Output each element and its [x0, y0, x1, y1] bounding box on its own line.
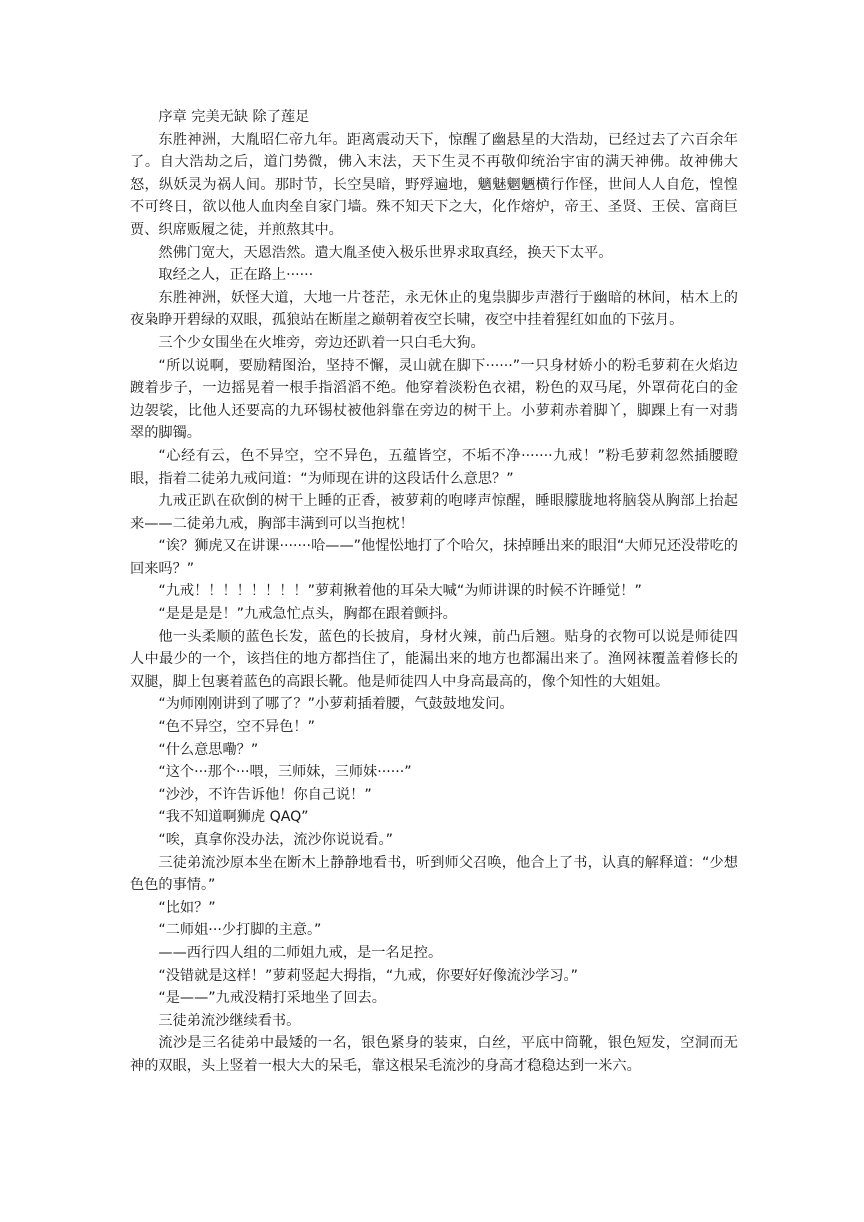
paragraph: “心经有云，色不异空，空不异色，五蕴皆空，不垢不净·······九戒！”粉毛萝莉忽然插腰瞪眼，指着二徒弟九戒问道：“为师现在讲的这段话什么意思？” [130, 447, 738, 487]
paragraph: “所以说啊，要励精图治，坚持不懈，灵山就在脚下······”一只身材娇小的粉毛萝莉在火焰边踱着步子，一边摇晃着一根手指滔滔不绝。他穿着淡粉色衣裙，粉色的双马尾，外罩荷花白的金边袈裟，比他人还要高的九环锡杖被他斜靠在旁边的树干上。小萝莉赤着脚丫，脚踝上有一对翡翠的脚镯。 [130, 357, 738, 442]
paragraph: “没错就是这样！”萝莉竖起大拇指，“九戒，你要好好像流沙学习。” [158, 967, 578, 984]
paragraph: “比如？” [158, 899, 216, 916]
paragraph: 九戒正趴在砍倒的树干上睡的正香，被萝莉的咆哮声惊醒，睡眼朦胧地将脑袋从胸部上抬起来——二徒弟九戒，胸部丰满到可以当抱枕！ [130, 493, 738, 532]
paragraph: ——西行四人组的二师姐九戒，是一名足控。 [158, 944, 443, 961]
paragraph: “色不异空，空不异色！” [158, 719, 315, 736]
paragraph: 流沙是三名徒弟中最矮的一名，银色紧身的装束，白丝，平底中筒靴，银色短发，空洞而无神的双眼，头上竖着一根大大的呆毛，靠这根呆毛流沙的身高才稳稳达到一米六。 [130, 1035, 738, 1074]
paragraph: “九戒！！！！！！！！”萝莉揪着他的耳朵大喊“为师讲课的时候不许睡觉！” [158, 583, 642, 600]
paragraph: “什么意思嘞？” [158, 741, 259, 758]
document-body [130, 106, 738, 1078]
paragraph: “我不知道啊狮虎 QAQ” [158, 809, 309, 826]
paragraph: “是——”九戒没精打采地坐了回去。 [158, 990, 386, 1007]
paragraph: 然佛门宽大，天恩浩然。遣大胤圣使入极乐世界求取真经，换天下太平。 [158, 244, 613, 261]
paragraph: “唉，真拿你没办法，流沙你说说看。” [158, 832, 393, 848]
paragraph: 三徒弟流沙继续看书。 [158, 1012, 301, 1029]
chapter-title: 序章 完美无缺 除了莲足 [158, 109, 310, 125]
paragraph: 东胜神洲，大胤昭仁帝九年。距离震动天下，惊醒了幽悬星的大浩劫，已经过去了六百余年了。自大浩劫之后，道门势微，佛入末法，天下生灵不再敬仰统治宇宙的满天神佛。故神佛大怒，纵妖灵为祸人间。那时节，长空昊暗，野殍遍地，魑魅魍魉横行作怪，世间人人自危，惶惶不可终日，欲以他人血肉垒自家门墙。殊不知天下之大，化作熔炉，帝王、圣贤、王侯、富商巨贾、织席贩履之徒，并煎熬其中。 [130, 131, 738, 238]
paragraph: “为师刚刚讲到了哪了？”小萝莉插着腰，气鼓鼓地发问。 [158, 696, 514, 713]
paragraph: 东胜神洲，妖怪大道，大地一片苍茫，永无休止的鬼祟脚步声潜行于幽暗的林间，枯木上的夜枭睁开碧绿的双眼，孤狼站在断崖之巅朝着夜空长啸，夜空中挂着猩红如血的下弦月。 [130, 289, 738, 329]
paragraph: “诶？狮虎又在讲课·······哈——”他惺忪地打了个哈欠，抹掉睡出来的眼泪“大师兄还没带吃的回来吗？” [130, 538, 738, 577]
paragraph: “二师姐···少打脚的主意。” [158, 922, 322, 939]
paragraph: 取经之人，正在路上······ [158, 267, 314, 284]
paragraph: “是是是是！”九戒急忙点头，胸都在跟着颤抖。 [158, 606, 457, 623]
paragraph: 三个少女围坐在火堆旁，旁边还趴着一只白毛大狗。 [158, 334, 485, 351]
paragraph: “这个···那个···喂，三师妹，三师妹······” [158, 764, 412, 781]
paragraph: 三徒弟流沙原本坐在断木上静静地看书，听到师父召唤，他合上了书，认真的解释道：“少想色色的事情。” [130, 854, 738, 894]
paragraph: “沙沙，不许告诉他！你自己说！” [158, 786, 372, 803]
paragraph: 他一头柔顺的蓝色长发，蓝色的长披肩，身材火辣，前凸后翘。贴身的衣物可以说是师徒四人中最少的一个，该挡住的地方都挡住了，能漏出来的地方也都漏出来了。渔网袜覆盖着修长的双腿，脚上包裹着蓝色的高跟长靴。他是师徒四人中身高最高的，像个知性的大姐姐。 [130, 628, 738, 690]
